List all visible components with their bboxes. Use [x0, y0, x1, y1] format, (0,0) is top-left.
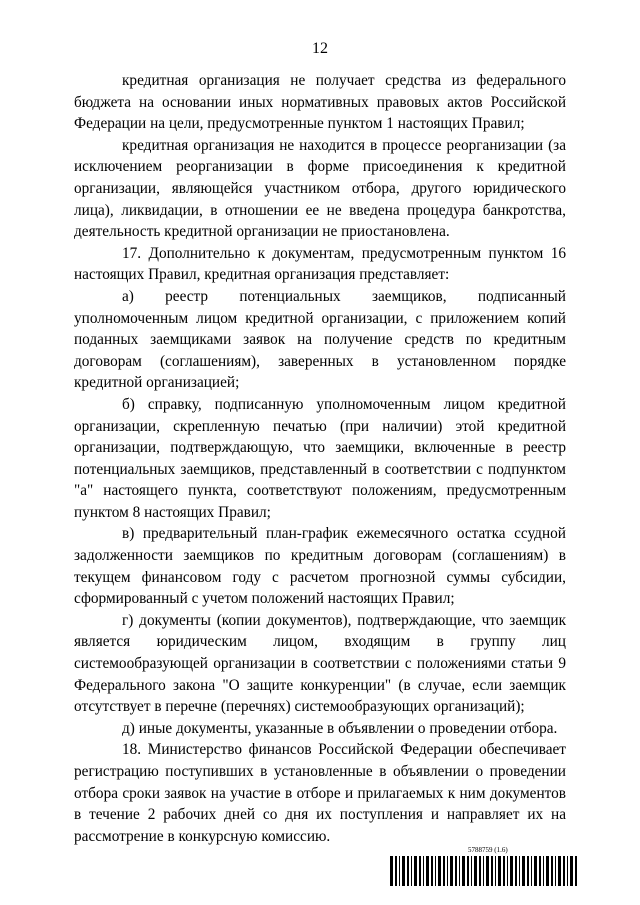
- paragraph: 17. Дополнительно к документам, предусмотренным пунктом 16 настоящих Правил, кредитная организация представляет:: [74, 244, 566, 284]
- paragraph: кредитная организация не получает средства из федерального бюджета на основании иных нормативных правовых актов Российской Федерации на цели, предусмотренные пунктом 1 настоящих Правил;: [74, 72, 566, 133]
- paragraph: д) иные документы, указанные в объявлении о проведении отбора.: [122, 719, 558, 737]
- barcode-block: [390, 846, 578, 888]
- paragraph: кредитная организация не находится в процессе реорганизации (за исключением реорганизации в форме присоединения к кредитной организации, являющейся участником отбора, другого юридического лица), ликвидации, в отношении ее не введена процедура банкротства, деятельность кредитной организации не приостановлена.: [74, 136, 566, 241]
- barcode-icon: [390, 856, 578, 886]
- barcode-label: 5788759 (1.6): [468, 846, 508, 854]
- page-number: 12: [312, 40, 328, 57]
- document-body: [74, 70, 566, 847]
- paragraph: б) справку, подписанную уполномоченным лицом кредитной организации, скрепленную печатью (при наличии) этой кредитной организации, подтверждающую, что заемщики, включенные в реестр потенциальных заемщиков, представленный в соответствии с подпунктом "а" настоящего пункта, соответствуют положениям, предусмотренным пунктом 8 настоящих Правил;: [74, 395, 566, 521]
- paragraph: в) предварительный план-график ежемесячного остатка ссудной задолженности заемщиков по кредитным договорам (соглашениям) в текущем финансовом году с расчетом прогнозной суммы субсидии, сформированный с учетом положений настоящих Правил;: [74, 525, 566, 608]
- paragraph: г) документы (копии документов), подтверждающие, что заемщик является юридическим лицом, входящим в группу лиц системообразующей организации в соответствии с положениями статьи 9 Федерального закона "О защите конкуренции" (в случае, если заемщик отсутствует в перечне (перечнях) системообразующих организаций);: [74, 611, 566, 716]
- paragraph: 18. Министерство финансов Российской Федерации обеспечивает регистрацию поступивших в установленные в объявлении о проведении отбора сроки заявок на участие в отборе и прилагаемых к ним документов в течение 2 рабочих дней со дня их поступления и направляет их на рассмотрение в конкурсную комиссию.: [74, 741, 566, 845]
- paragraph: а) реестр потенциальных заемщиков, подписанный уполномоченным лицом кредитной организации, с приложением копий поданных заемщиками заявок на получение средств по кредитным договорам (соглашениям), заверенных в установленном порядке кредитной организацией;: [74, 287, 566, 392]
